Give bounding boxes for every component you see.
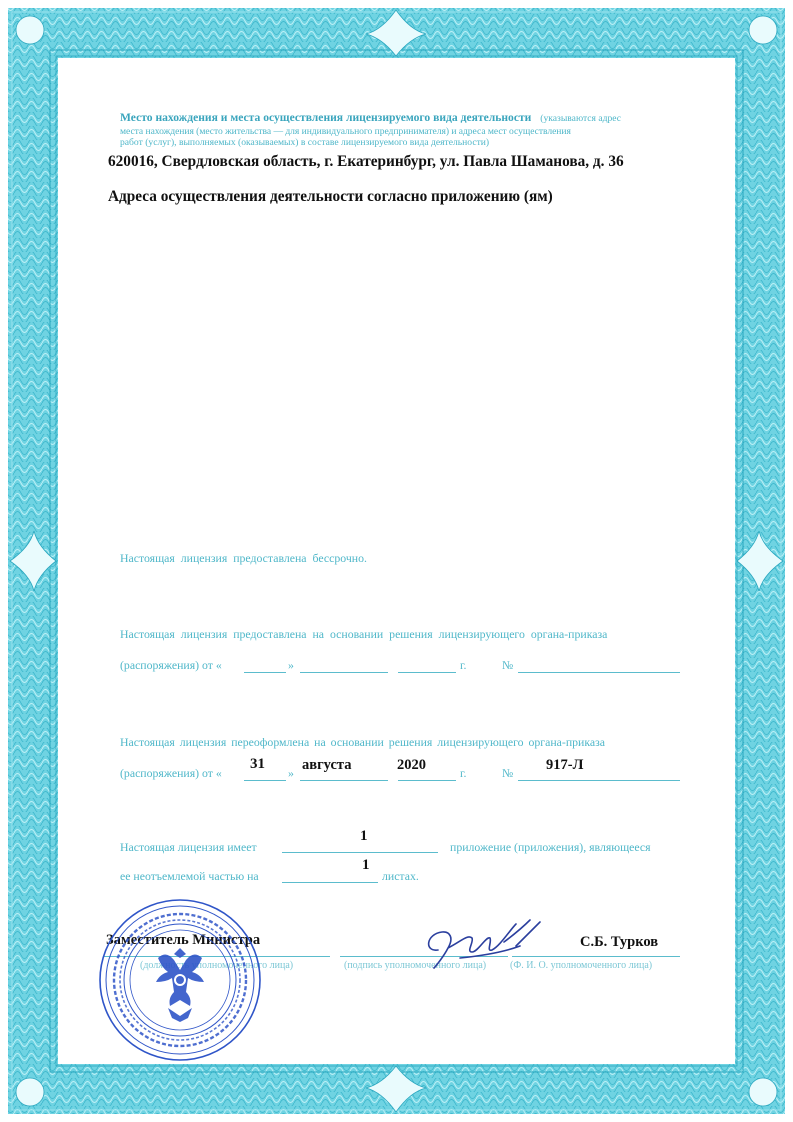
appendix-count-blank [282,852,438,853]
reissued-prefix: (распоряжения) от « [120,766,222,780]
location-heading [120,111,621,124]
reissued-year-suffix: г. [460,766,467,780]
location-heading-note: (указываются адрес [540,113,622,124]
reissued-day-blank [244,780,286,781]
appendix-sheets-blank [282,882,378,883]
appendix-line-2-suffix: листах. [382,869,419,883]
license-address: 620016, Свердловская область, г. Екатеринбург, ул. Павла Шаманова, д. 36 [108,153,624,170]
granted-year-blank [398,672,456,673]
caption-signature: (подпись уполномоченного лица) [344,960,487,971]
reissued-year: 2020 [397,757,426,773]
granted-number-sign: № [502,658,514,672]
location-note-line-3: работ (услуг), выполняемых (оказываемых) в составе лицензируемого вида деятельности) [120,137,490,148]
location-heading-title: Место нахождения и места осуществления лицензируемого вида деятельности [120,111,532,124]
granted-year-suffix: г. [460,658,467,672]
handwritten-signature [420,912,560,974]
granted-day-blank [244,672,286,673]
granted-prefix: (распоряжения) от « [120,658,222,672]
signatory-position: Заместитель Министра [106,932,261,948]
caption-name: (Ф. И. О. уполномоченного лица) [510,960,653,971]
appendix-line-1-suffix: приложение (приложения), являющееся [450,840,651,854]
appendix-line-2-prefix: ее неотъемлемой частью на [120,869,259,883]
appendix-line-1-prefix: Настоящая лицензия имеет [120,840,257,854]
license-page [60,60,733,1062]
granted-month-blank [300,672,388,673]
reissued-number-blank [518,780,680,781]
reissued-year-blank [398,780,456,781]
appendix-sheets: 1 [362,857,370,873]
official-seal [96,896,264,1064]
caption-position: (должность уполномоченного лица) [140,960,294,971]
granted-quote-close: » [288,658,294,672]
reissued-day: 31 [250,756,265,772]
signatory-name: С.Б. Турков [580,934,659,950]
activity-addresses: Адреса осуществления деятельности согласно приложению (ям) [108,188,553,205]
location-note-line-2: места нахождения (место жительства — для индивидуального предпринимателя) и адреса мест осуществления [120,126,571,137]
granted-number-blank [518,672,680,673]
reissued-month: августа [302,757,352,773]
reissued-number-sign: № [502,766,514,780]
granted-line-1: Настоящая лицензия предоставлена на основании решения лицензирующего органа-приказа [120,627,608,641]
reissued-quote-close: » [288,766,294,780]
reissued-number: 917-Л [546,757,584,773]
reissued-month-blank [300,780,388,781]
reissued-line-1: Настоящая лицензия переоформлена на основании решения лицензирующего органа-приказа [120,735,606,749]
license-term: Настоящая лицензия предоставлена бессрочно. [120,551,367,565]
appendix-count: 1 [360,828,368,844]
